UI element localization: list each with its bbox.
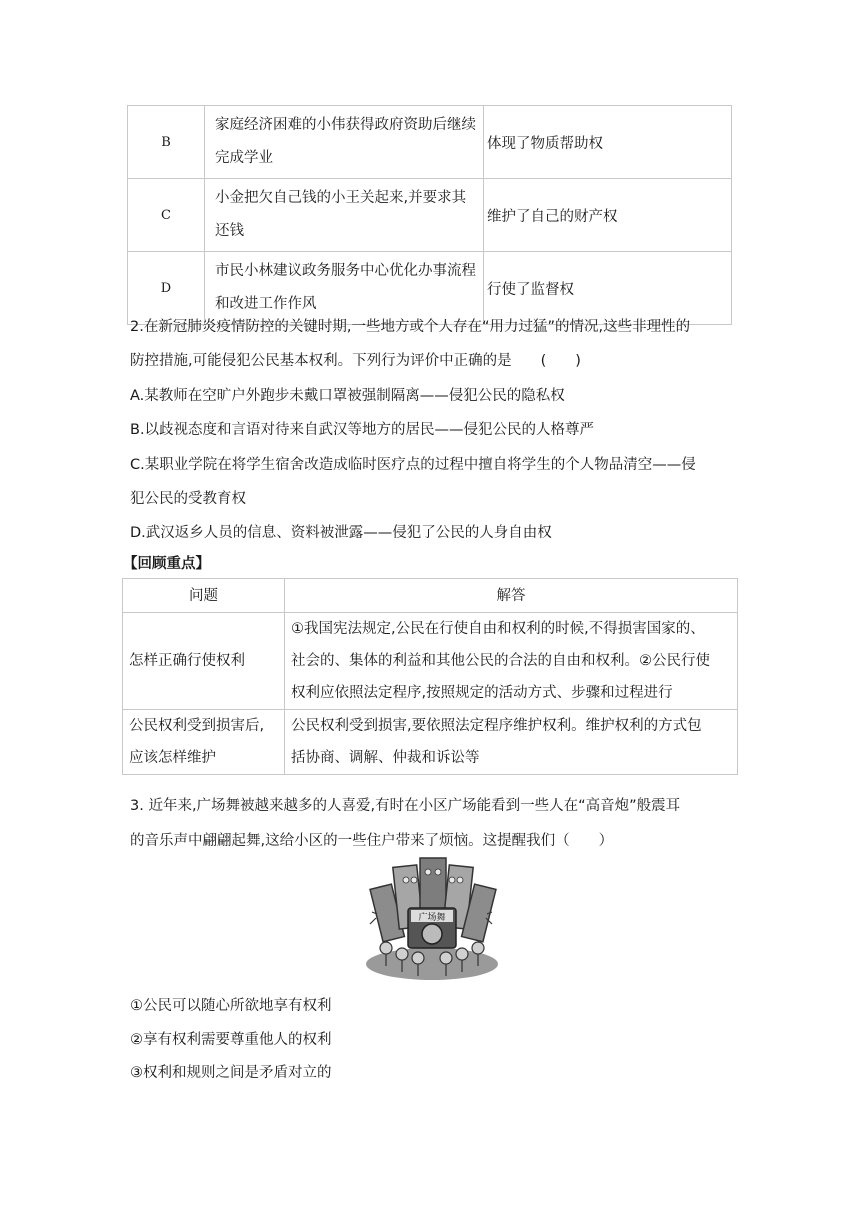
option-a: A.某教师在空旷户外跑步未戴口罩被强制隔离——侵犯公民的隐私权 xyxy=(130,388,565,404)
table-row xyxy=(128,179,732,252)
column-header: 解答 xyxy=(285,579,738,613)
column-header: 问题 xyxy=(123,579,285,613)
question-cell: 怎样正确行使权利 xyxy=(123,613,285,710)
option-label: C xyxy=(128,179,205,252)
option-c: 犯公民的受教育权 xyxy=(130,491,246,507)
question-3-stem: 3. 近年来,广场舞被越来越多的人喜爱,有时在小区广场能看到一些人在“高音炮”般震耳 xyxy=(130,798,681,814)
question-line: 应该怎样维护 xyxy=(129,750,216,766)
table-header-row xyxy=(123,579,738,613)
answer-cell xyxy=(285,613,738,710)
answer-line: 社会的、集体的利益和其他公民的合法的自由和权利。②公民行使 xyxy=(291,653,710,669)
evaluation-cell: 行使了监督权 xyxy=(484,252,732,325)
option-label: D xyxy=(128,252,205,325)
answer-line: 权利应依照法定程序,按照规定的活动方式、步骤和过程进行 xyxy=(291,685,673,701)
option-label: B xyxy=(128,106,205,179)
evaluation-cell: 维护了自己的财产权 xyxy=(484,179,732,252)
rights-example-table xyxy=(127,105,732,325)
question-cell xyxy=(123,710,285,775)
table-row xyxy=(128,252,732,325)
example-cell: 家庭经济困难的小伟获得政府资助后继续完成学业 xyxy=(205,106,484,179)
table-row xyxy=(128,106,732,179)
table-row xyxy=(123,613,738,710)
question-3-stem: 的音乐声中翩翩起舞,这给小区的一些住户带来了烦恼。这提醒我们（ ） xyxy=(130,833,614,849)
option-b: B.以歧视态度和言语对待来自武汉等地方的居民——侵犯公民的人格尊严 xyxy=(130,422,595,438)
example-cell: 小金把欠自己钱的小王关起来,并要求其还钱 xyxy=(205,179,484,252)
answer-line: 公民权利受到损害,要依照法定程序维护权利。维护权利的方式包 xyxy=(291,718,702,734)
review-table xyxy=(122,578,738,775)
question-2-stem: 防控措施,可能侵犯公民基本权利。下列行为评价中正确的是 ( ) xyxy=(130,353,581,369)
sign-text: 广场舞 xyxy=(418,913,446,923)
evaluation-cell: 体现了物质帮助权 xyxy=(484,106,732,179)
question-2-stem: 2.在新冠肺炎疫情防控的关键时期,一些地方或个人存在“用力过猛”的情况,这些非理性的 xyxy=(130,319,691,335)
question-line: 公民权利受到损害后, xyxy=(129,718,265,734)
option-d: D.武汉返乡人员的信息、资料被泄露——侵犯了公民的人身自由权 xyxy=(130,525,552,541)
answer-line: ①我国宪法规定,公民在行使自由和权利的时候,不得损害国家的、 xyxy=(291,621,705,637)
option-c: C.某职业学院在将学生宿舍改造成临时医疗点的过程中擅自将学生的个人物品清空——侵 xyxy=(130,457,696,473)
choice-2: ②享有权利需要尊重他人的权利 xyxy=(130,1032,332,1048)
choice-1: ①公民可以随心所欲地享有权利 xyxy=(130,998,332,1014)
review-heading: 【回顾重点】 xyxy=(123,556,210,572)
answer-cell xyxy=(285,710,738,775)
answer-line: 括协商、调解、仲裁和诉讼等 xyxy=(291,750,480,766)
square-dance-illustration xyxy=(362,852,502,982)
example-cell: 市民小林建议政务服务中心优化办事流程和改进工作作风 xyxy=(205,252,484,325)
table-row xyxy=(123,710,738,775)
choice-3: ③权利和规则之间是矛盾对立的 xyxy=(130,1065,332,1081)
